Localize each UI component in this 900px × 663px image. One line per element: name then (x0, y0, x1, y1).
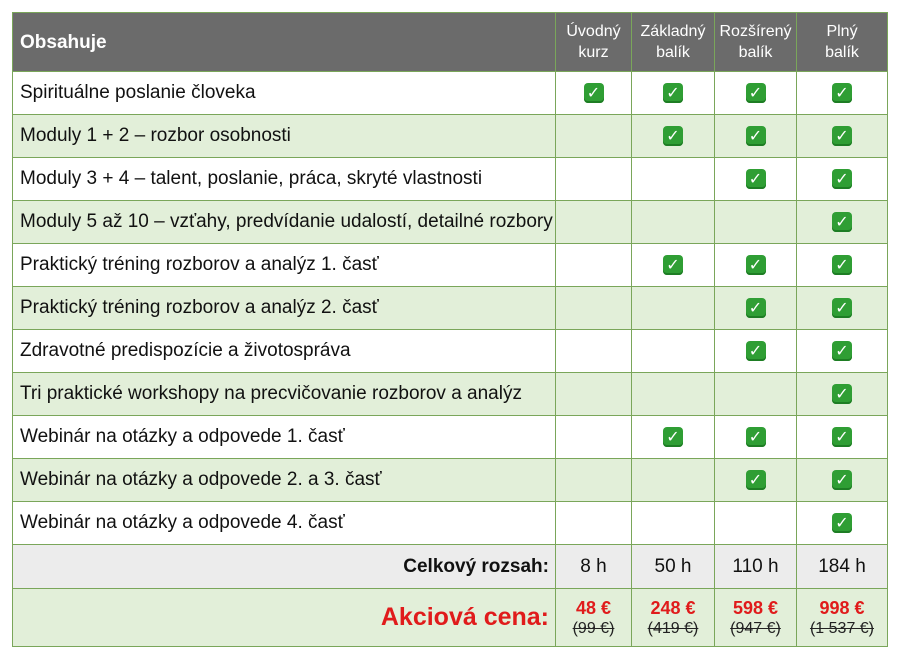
check-cell-basic (632, 72, 715, 115)
checkmark-icon: ✓ (832, 212, 852, 232)
checkmark-icon: ✓ (746, 126, 766, 146)
check-cell-full (797, 330, 888, 373)
check-cell-basic (632, 416, 715, 459)
feature-row (13, 502, 888, 545)
checkmark-icon: ✓ (832, 341, 852, 361)
price-new: 248 € (650, 597, 696, 618)
checkmark-icon: ✓ (832, 126, 852, 146)
package-header-intro: Úvodný kurz (556, 13, 632, 72)
header-row (13, 13, 888, 72)
feature-row (13, 244, 888, 287)
checkmark-icon: ✓ (832, 83, 852, 103)
price-new: 998 € (819, 597, 865, 618)
check-cell-full (797, 115, 888, 158)
check-cell-full (797, 158, 888, 201)
check-cell-extended (715, 502, 797, 545)
feature-label: Webinár na otázky a odpovede 1. časť (13, 416, 556, 459)
checkmark-icon: ✓ (832, 298, 852, 318)
checkmark-icon: ✓ (832, 427, 852, 447)
checkmark-icon: ✓ (746, 427, 766, 447)
price-old: (947 €) (730, 619, 781, 637)
check-cell-intro (556, 459, 632, 502)
check-cell-extended (715, 72, 797, 115)
check-cell-intro (556, 330, 632, 373)
check-cell-intro (556, 244, 632, 287)
price-cell-full (797, 589, 888, 647)
price-cell-extended (715, 589, 797, 647)
feature-row (13, 459, 888, 502)
feature-label: Zdravotné predispozície a životospráva (13, 330, 556, 373)
price-cell-basic (632, 589, 715, 647)
check-cell-intro (556, 287, 632, 330)
price-old: (99 €) (572, 619, 615, 637)
contents-header: Obsahuje (13, 13, 556, 72)
price-old: (419 €) (647, 619, 699, 637)
check-cell-intro (556, 158, 632, 201)
price-old: (1 537 €) (809, 619, 875, 637)
check-cell-extended (715, 158, 797, 201)
feature-label: Tri praktické workshopy na precvičovanie rozborov a analýz (13, 373, 556, 416)
check-cell-extended (715, 459, 797, 502)
feature-label: Spirituálne poslanie človeka (13, 72, 556, 115)
price-cell-intro (556, 589, 632, 647)
check-cell-intro (556, 115, 632, 158)
check-cell-basic (632, 287, 715, 330)
check-cell-basic (632, 502, 715, 545)
check-cell-intro (556, 201, 632, 244)
feature-label: Praktický tréning rozborov a analýz 1. časť (13, 244, 556, 287)
price-label: Akciová cena: (13, 589, 556, 647)
check-cell-intro (556, 72, 632, 115)
checkmark-icon: ✓ (832, 470, 852, 490)
price-new: 48 € (575, 597, 612, 618)
feature-row (13, 115, 888, 158)
feature-label: Moduly 5 až 10 – vzťahy, predvídanie udalostí, detailné rozbory (13, 201, 556, 244)
check-cell-full (797, 459, 888, 502)
check-cell-full (797, 72, 888, 115)
check-cell-full (797, 373, 888, 416)
checkmark-icon: ✓ (663, 255, 683, 275)
feature-row (13, 330, 888, 373)
price-new: 598 € (732, 597, 779, 618)
checkmark-icon: ✓ (832, 169, 852, 189)
checkmark-icon: ✓ (746, 298, 766, 318)
check-cell-extended (715, 201, 797, 244)
total-value-extended: 110 h (715, 545, 797, 589)
total-value-intro: 8 h (556, 545, 632, 589)
checkmark-icon: ✓ (746, 169, 766, 189)
checkmark-icon: ✓ (663, 83, 683, 103)
check-cell-basic (632, 158, 715, 201)
checkmark-icon: ✓ (832, 384, 852, 404)
feature-row (13, 287, 888, 330)
feature-row (13, 373, 888, 416)
check-cell-intro (556, 416, 632, 459)
checkmark-icon: ✓ (584, 83, 604, 103)
price-row (13, 589, 888, 647)
check-cell-extended (715, 287, 797, 330)
check-cell-extended (715, 416, 797, 459)
check-cell-basic (632, 244, 715, 287)
check-cell-full (797, 244, 888, 287)
feature-row (13, 201, 888, 244)
total-row (13, 545, 888, 589)
total-value-full: 184 h (797, 545, 888, 589)
check-cell-basic (632, 201, 715, 244)
check-cell-extended (715, 373, 797, 416)
checkmark-icon: ✓ (746, 83, 766, 103)
check-cell-full (797, 287, 888, 330)
checkmark-icon: ✓ (663, 427, 683, 447)
checkmark-icon: ✓ (832, 255, 852, 275)
package-header-full: Plný balík (797, 13, 888, 72)
check-cell-basic (632, 115, 715, 158)
feature-row (13, 72, 888, 115)
check-cell-intro (556, 373, 632, 416)
package-header-extended: Rozšírený balík (715, 13, 797, 72)
package-header-basic: Základný balík (632, 13, 715, 72)
check-cell-full (797, 416, 888, 459)
package-comparison-table (12, 12, 888, 647)
checkmark-icon: ✓ (663, 126, 683, 146)
check-cell-basic (632, 373, 715, 416)
checkmark-icon: ✓ (746, 341, 766, 361)
comparison-table-container (12, 12, 888, 647)
check-cell-basic (632, 330, 715, 373)
check-cell-extended (715, 244, 797, 287)
feature-row (13, 416, 888, 459)
check-cell-basic (632, 459, 715, 502)
feature-label: Praktický tréning rozborov a analýz 2. časť (13, 287, 556, 330)
check-cell-extended (715, 115, 797, 158)
total-value-basic: 50 h (632, 545, 715, 589)
checkmark-icon: ✓ (746, 470, 766, 490)
checkmark-icon: ✓ (832, 513, 852, 533)
check-cell-intro (556, 502, 632, 545)
feature-row (13, 158, 888, 201)
checkmark-icon: ✓ (746, 255, 766, 275)
feature-label: Moduly 1 + 2 – rozbor osobnosti (13, 115, 556, 158)
feature-label: Webinár na otázky a odpovede 2. a 3. časť (13, 459, 556, 502)
check-cell-full (797, 201, 888, 244)
total-label: Celkový rozsah: (13, 545, 556, 589)
feature-label: Webinár na otázky a odpovede 4. časť (13, 502, 556, 545)
feature-label: Moduly 3 + 4 – talent, poslanie, práca, skryté vlastnosti (13, 158, 556, 201)
check-cell-full (797, 502, 888, 545)
check-cell-extended (715, 330, 797, 373)
